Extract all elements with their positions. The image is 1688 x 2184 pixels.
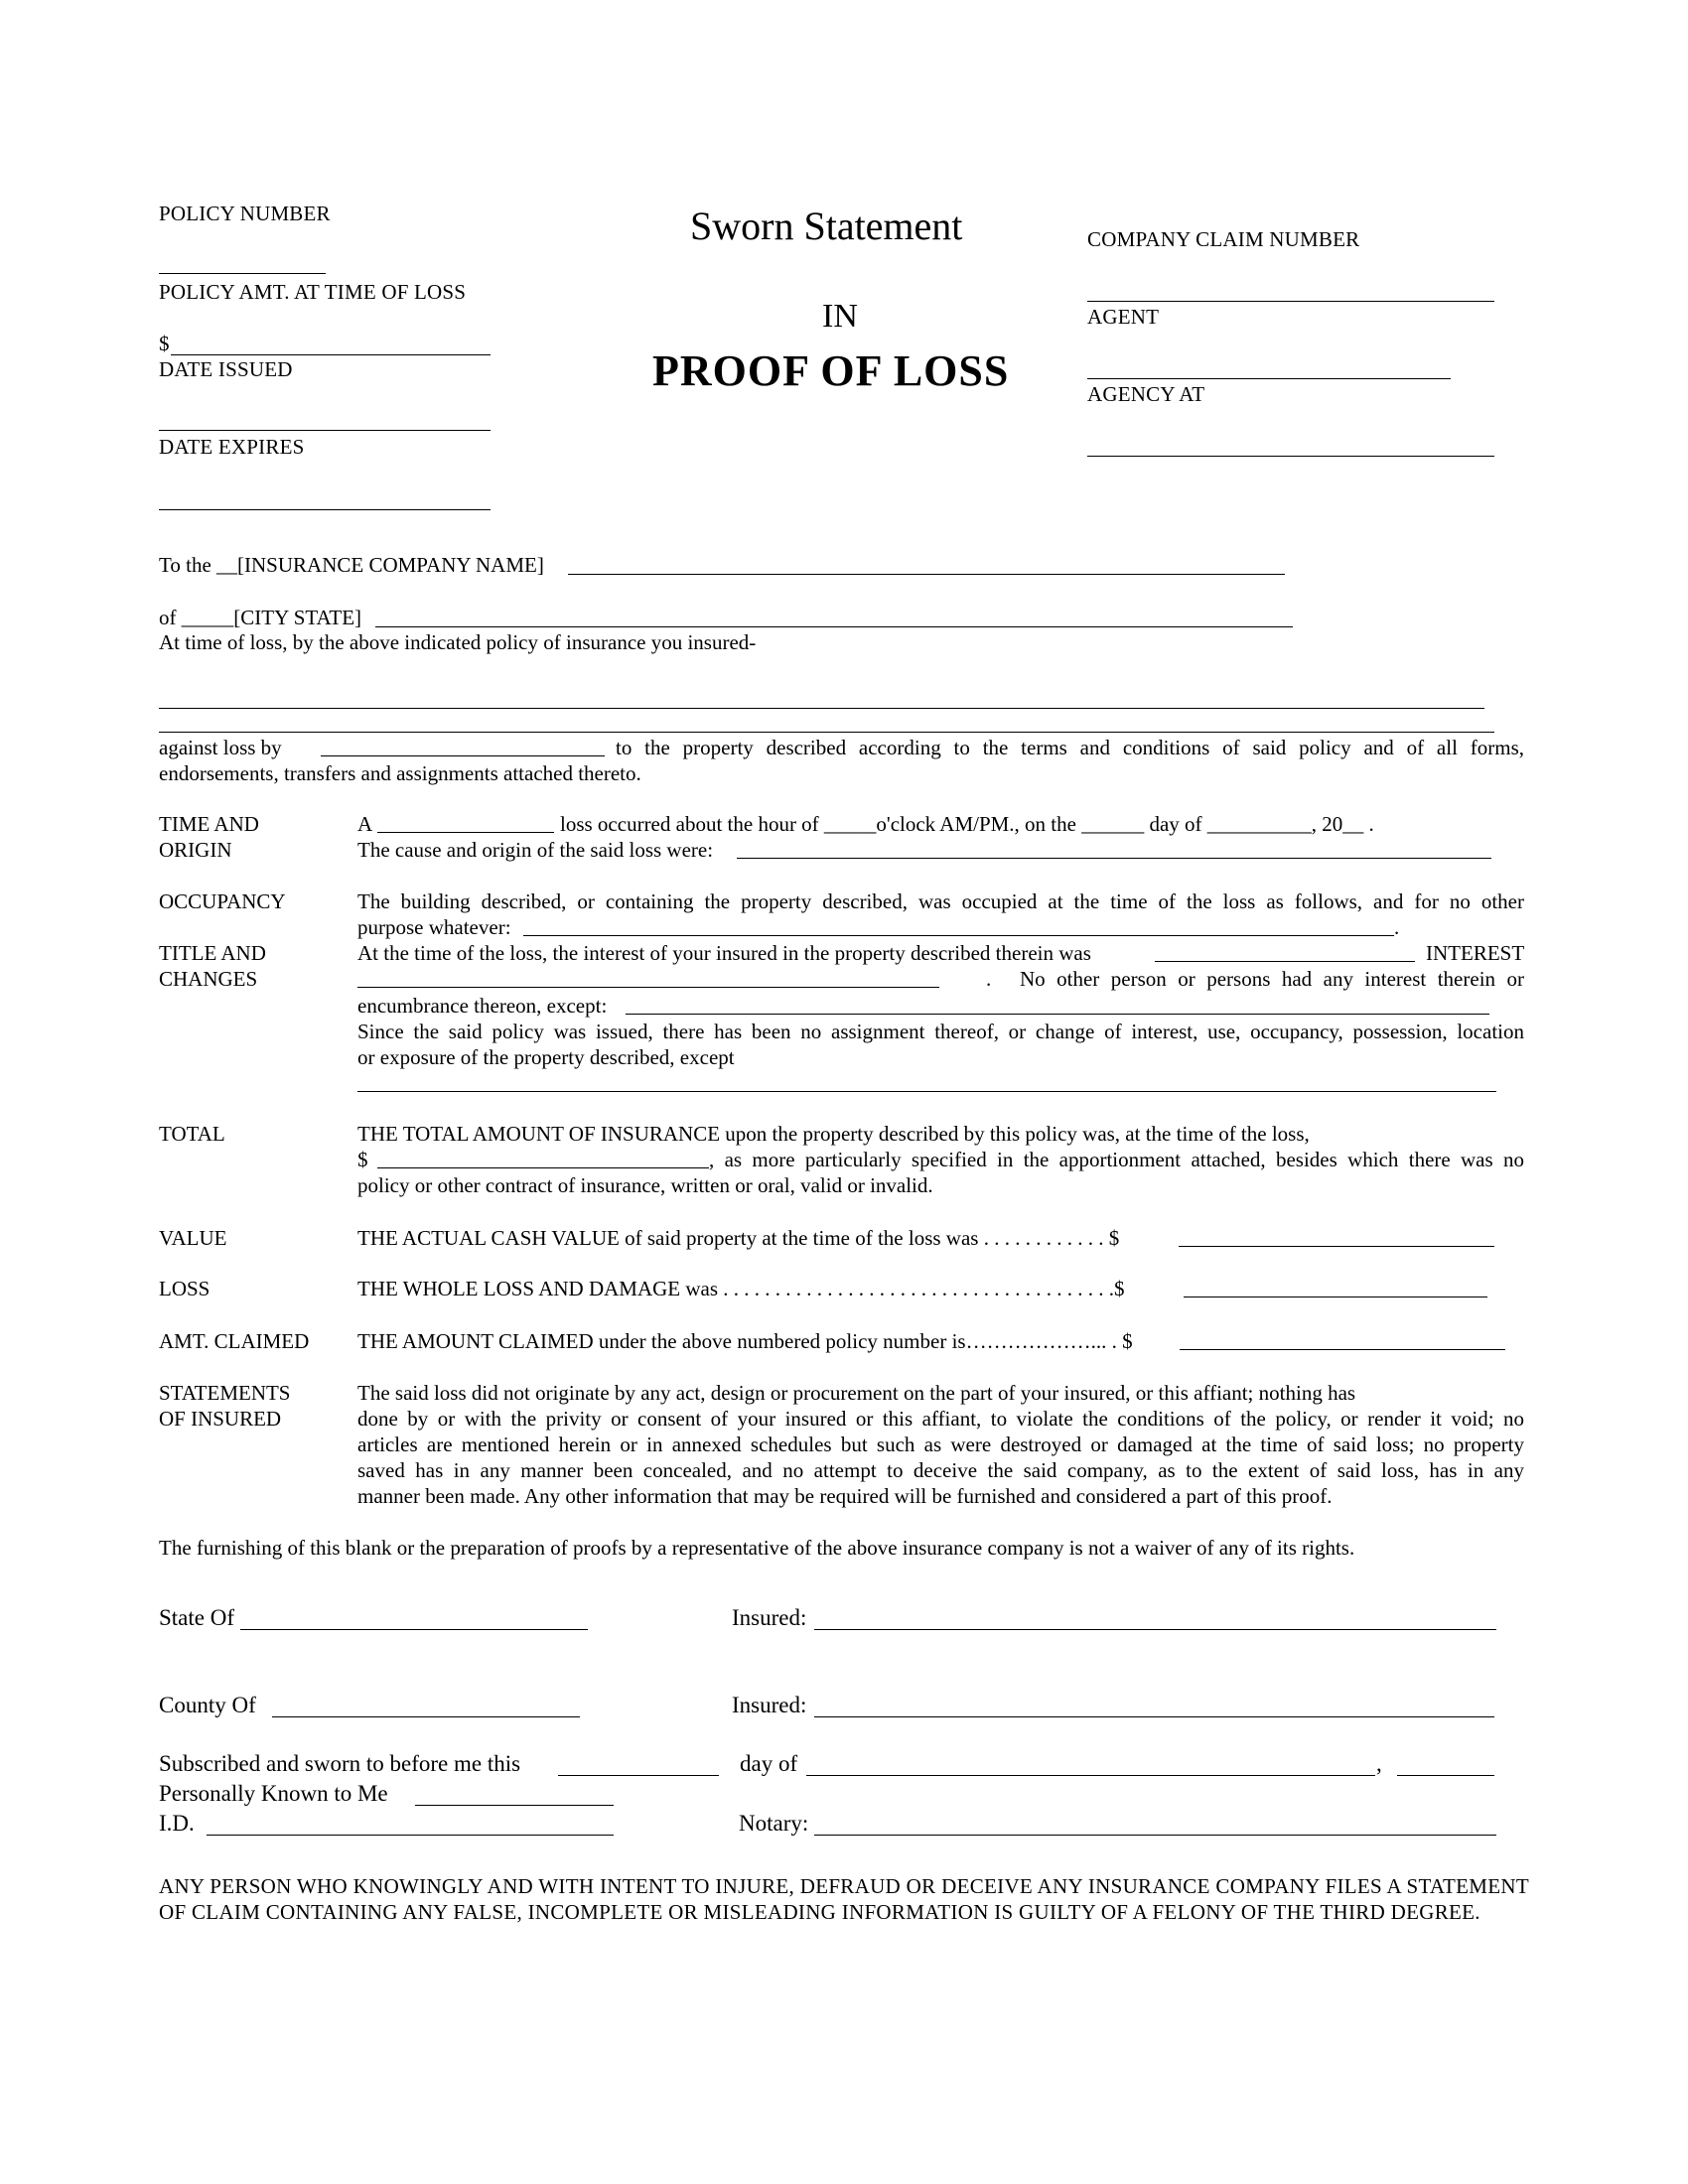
- against-loss-by-label: against loss by: [159, 736, 282, 759]
- city-state[interactable]: [CITY STATE]: [233, 606, 362, 629]
- date-expires-label: DATE EXPIRES: [159, 435, 305, 459]
- time-origin-label-1: TIME AND: [159, 812, 259, 836]
- policy-number-label: POLICY NUMBER: [159, 202, 331, 225]
- policy-number-field[interactable]: [159, 273, 326, 274]
- agent-field[interactable]: [1087, 378, 1451, 379]
- value-label: VALUE: [159, 1226, 227, 1250]
- loss-label: LOSS: [159, 1277, 211, 1300]
- statements-label-1: STATEMENTS: [159, 1381, 291, 1405]
- insured-property-line-2[interactable]: [159, 732, 1494, 733]
- day-of-month-field[interactable]: [806, 1775, 1375, 1776]
- title-text-4: Since the said policy was issued, there has been no assignment thereof, or change of interest, use, occupancy, possession, location: [357, 1020, 1524, 1043]
- occupancy-field[interactable]: [523, 935, 1394, 936]
- waiver-notice: The furnishing of this blank or the preparation of proofs by a representative of the above insurance company is not a waiver of any of its rights.: [159, 1536, 1355, 1560]
- interest-detail-field[interactable]: [357, 987, 939, 988]
- policy-amt-field[interactable]: [171, 354, 491, 355]
- occupancy-text: The building described, or containing the property described, was occupied at the time of the loss as follows, and for no other: [357, 889, 1524, 913]
- total-amount-field[interactable]: [377, 1167, 709, 1168]
- title-text-2: No other person or persons had any interest therein or: [1020, 967, 1524, 991]
- agency-at-field[interactable]: [1087, 456, 1494, 457]
- property-text: to the property described according to the terms and conditions of said policy and of all forms,: [616, 736, 1524, 759]
- time-origin-loss-hour: loss occurred about the hour of _____o'clock AM/PM., on the ______ day of __________, 20__ .: [560, 812, 1374, 836]
- title-text-3: encumbrance thereon, except:: [357, 994, 608, 1018]
- notary-label: Notary:: [739, 1811, 809, 1836]
- date-issued-label: DATE ISSUED: [159, 357, 293, 381]
- year-field[interactable]: [1397, 1775, 1494, 1776]
- title-text-1: At the time of the loss, the interest of your insured in the property described therein was: [357, 941, 1091, 965]
- company-claim-number-field[interactable]: [1087, 301, 1494, 302]
- property-text-cont: endorsements, transfers and assignments attached thereto.: [159, 761, 641, 785]
- statements-line-3: articles are mentioned herein or in annexed schedules but such as were destroyed or damaged at the time of said loss; no property: [357, 1433, 1524, 1456]
- amt-claimed-label: AMT. CLAIMED: [159, 1329, 310, 1353]
- against-loss-by-field[interactable]: [321, 755, 605, 756]
- day-of-label: day of: [740, 1751, 798, 1776]
- state-of-label: State Of: [159, 1605, 235, 1630]
- day-of-comma: ,: [1376, 1751, 1382, 1776]
- id-label: I.D.: [159, 1811, 195, 1836]
- to-the-prefix: To the __: [159, 553, 238, 577]
- state-of-field[interactable]: [240, 1629, 588, 1630]
- insured-1-field[interactable]: [814, 1629, 1496, 1630]
- of-prefix: of _____: [159, 606, 234, 629]
- subscribed-day-field[interactable]: [558, 1775, 719, 1776]
- insured-interest-field[interactable]: [1155, 961, 1415, 962]
- date-expires-field[interactable]: [159, 509, 491, 510]
- date-issued-field[interactable]: [159, 430, 491, 431]
- insurance-company-name[interactable]: [INSURANCE COMPANY NAME]: [237, 553, 544, 577]
- total-text-2: , as more particularly specified in the apportionment attached, besides which there was no: [709, 1148, 1524, 1171]
- encumbrance-field[interactable]: [626, 1014, 1489, 1015]
- company-claim-number-label: COMPANY CLAIM NUMBER: [1087, 227, 1360, 251]
- dollar-sign: $: [159, 332, 170, 355]
- statements-line-5: manner been made. Any other information that may be required will be furnished and considered a part of this proof.: [357, 1484, 1333, 1508]
- actual-cash-value-field[interactable]: [1179, 1246, 1494, 1247]
- insured-2-label: Insured:: [732, 1693, 807, 1717]
- subscribed-label: Subscribed and sworn to before me this: [159, 1751, 521, 1776]
- insured-property-line-1[interactable]: [159, 708, 1484, 709]
- personally-known-field[interactable]: [415, 1805, 614, 1806]
- exposure-except-field[interactable]: [357, 1091, 1496, 1092]
- agent-label: AGENT: [1087, 305, 1160, 329]
- loss-type-field[interactable]: [377, 832, 554, 833]
- fraud-warning: ANY PERSON WHO KNOWINGLY AND WITH INTENT TO INJURE, DEFRAUD OR DECEIVE ANY INSURANCE COMPANY FILES A STATEMENT OF CLAIM CONTAINING ANY FALSE, INCOMPLETE OR MISLEADING INFORMATION IS GUILTY OF A FELONY OF THE THIRD DEGREE.: [159, 1874, 1529, 1924]
- value-text: THE ACTUAL CASH VALUE of said property at the time of the loss was . . . . . . . . . . . . $: [357, 1226, 1120, 1250]
- time-origin-a: A: [357, 812, 373, 836]
- insured-2-field[interactable]: [814, 1716, 1494, 1717]
- title-sworn-statement: Sworn Statement: [690, 204, 963, 248]
- policy-amt-label: POLICY AMT. AT TIME OF LOSS: [159, 280, 467, 304]
- time-origin-cause: The cause and origin of the said loss were:: [357, 838, 714, 862]
- statements-line-1: The said loss did not originate by any act, design or procurement on the part of your insured, or this affiant; nothing has: [357, 1381, 1356, 1405]
- total-dollar: $: [357, 1148, 368, 1171]
- title-in: IN: [822, 298, 858, 335]
- county-of-label: County Of: [159, 1693, 256, 1717]
- total-label: TOTAL: [159, 1122, 225, 1146]
- amt-claimed-text: THE AMOUNT CLAIMED under the above numbered policy number is………………... . $: [357, 1329, 1133, 1353]
- occupancy-period: .: [1394, 915, 1400, 939]
- statements-line-4: saved has in any manner been concealed, and no attempt to deceive the said company, as to the extent of said loss, has in any: [357, 1458, 1524, 1482]
- occupancy-text-2: purpose whatever:: [357, 915, 511, 939]
- loss-text: THE WHOLE LOSS AND DAMAGE was . . . . . . . . . . . . . . . . . . . . . . . . . . . . . . . . . . . . . .$: [357, 1277, 1125, 1300]
- time-origin-label-2: ORIGIN: [159, 838, 232, 862]
- agency-at-label: AGENCY AT: [1087, 382, 1205, 406]
- insured-1-label: Insured:: [732, 1605, 807, 1630]
- occupancy-label: OCCUPANCY: [159, 889, 286, 913]
- title-proof-of-loss: [652, 346, 1009, 396]
- personally-known-label: Personally Known to Me: [159, 1781, 388, 1806]
- total-text-1: THE TOTAL AMOUNT OF INSURANCE upon the property described by this policy was, at the time of the loss,: [357, 1122, 1310, 1146]
- title-period: .: [986, 967, 992, 991]
- statements-line-2: done by or with the privity or consent of your insured or this affiant, to violate the conditions of the policy, or render it void; no: [357, 1407, 1524, 1431]
- insured-intro: At time of loss, by the above indicated policy of insurance you insured-: [159, 630, 757, 654]
- notary-field[interactable]: [814, 1835, 1496, 1836]
- county-of-field[interactable]: [272, 1716, 580, 1717]
- cause-origin-field[interactable]: [737, 858, 1491, 859]
- title-text-5: or exposure of the property described, except: [357, 1045, 735, 1069]
- title-proof-of-loss-text: PROOF OF LOSS: [652, 346, 1010, 395]
- city-state-underline: [375, 626, 1293, 627]
- title-interest: INTEREST: [1426, 941, 1525, 965]
- of-line: [159, 605, 361, 630]
- to-the-line: [159, 552, 544, 578]
- id-field[interactable]: [207, 1835, 614, 1836]
- insurance-company-underline: [568, 574, 1285, 575]
- total-text-3: policy or other contract of insurance, written or oral, valid or invalid.: [357, 1173, 933, 1197]
- title-changes-label-2: CHANGES: [159, 967, 258, 991]
- amount-claimed-field[interactable]: [1180, 1349, 1505, 1350]
- statements-label-2: OF INSURED: [159, 1407, 282, 1431]
- title-changes-label-1: TITLE AND: [159, 941, 266, 965]
